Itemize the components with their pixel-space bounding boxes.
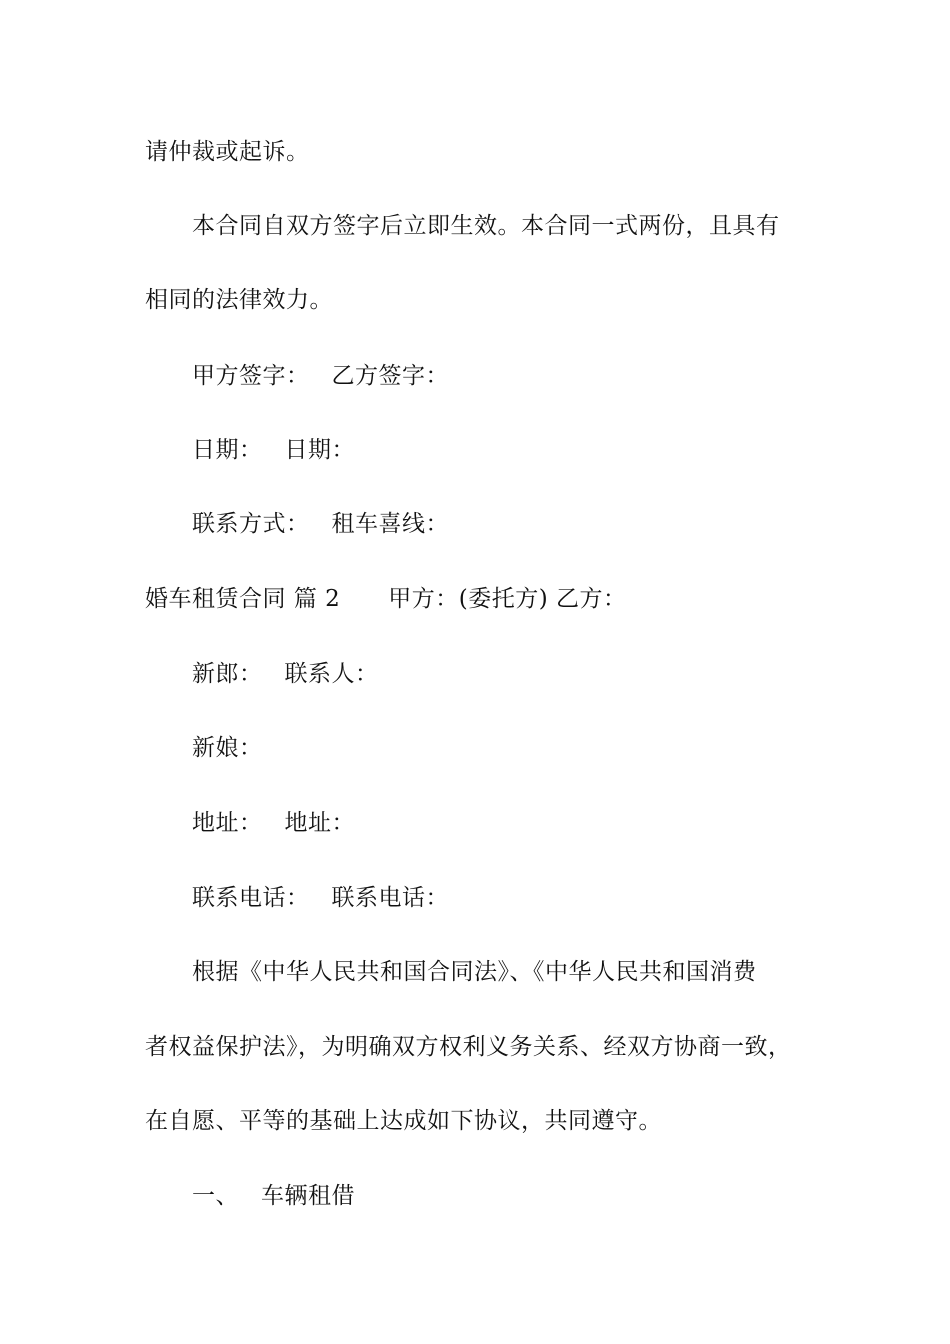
signature-row <box>192 361 449 391</box>
groom-label: 新郎： <box>192 661 263 687</box>
heading-one <box>192 1181 355 1211</box>
address-a-label: 地址： <box>192 810 263 836</box>
contact-method-label: 联系方式： <box>192 511 310 537</box>
line-text: 根据《中华人民共和国合同法》、《中华人民共和国消费 <box>192 959 757 985</box>
preamble-line <box>145 1032 792 1062</box>
line-text: 请仲裁或起诉。 <box>145 139 310 165</box>
party-b-sign-label: 乙方签字： <box>331 363 449 389</box>
phone-row <box>192 883 449 913</box>
line-text: 在自愿、平等的基础上达成如下协议，共同遵守。 <box>145 1108 662 1134</box>
phone-a-label: 联系电话： <box>192 885 310 911</box>
address-b-label: 地址： <box>284 810 355 836</box>
heading-text: 车辆租借 <box>261 1183 355 1209</box>
section-title-row <box>145 584 627 614</box>
address-row <box>192 808 355 838</box>
paragraph-line <box>145 137 310 167</box>
hotline-label: 租车喜线： <box>331 511 449 537</box>
contact-row <box>192 509 449 539</box>
paragraph-line <box>192 211 780 241</box>
paragraph-line <box>145 285 333 315</box>
party-a-label: 甲方：(委托方) <box>388 586 549 612</box>
date-row <box>192 435 355 465</box>
preamble-line <box>145 1106 662 1136</box>
bride-label: 新娘： <box>192 735 263 761</box>
section-part: 篇 2 <box>293 586 341 612</box>
party-b-label: 乙方： <box>556 586 627 612</box>
groom-row <box>192 659 379 689</box>
phone-b-label: 联系电话： <box>331 885 449 911</box>
line-text: 者权益保护法》，为明确双方权利义务关系、经双方协商一致， <box>145 1034 792 1060</box>
contact-person-label: 联系人： <box>284 661 379 687</box>
line-text: 相同的法律效力。 <box>145 287 333 313</box>
preamble-line <box>192 957 757 987</box>
date-a-label: 日期： <box>192 437 263 463</box>
heading-number: 一、 <box>192 1183 239 1209</box>
party-a-sign-label: 甲方签字： <box>192 363 310 389</box>
bride-row <box>192 733 263 763</box>
date-b-label: 日期： <box>284 437 355 463</box>
section-title: 婚车租赁合同 <box>145 586 286 612</box>
line-text: 本合同自双方签字后立即生效。本合同一式两份，且具有 <box>192 213 780 239</box>
